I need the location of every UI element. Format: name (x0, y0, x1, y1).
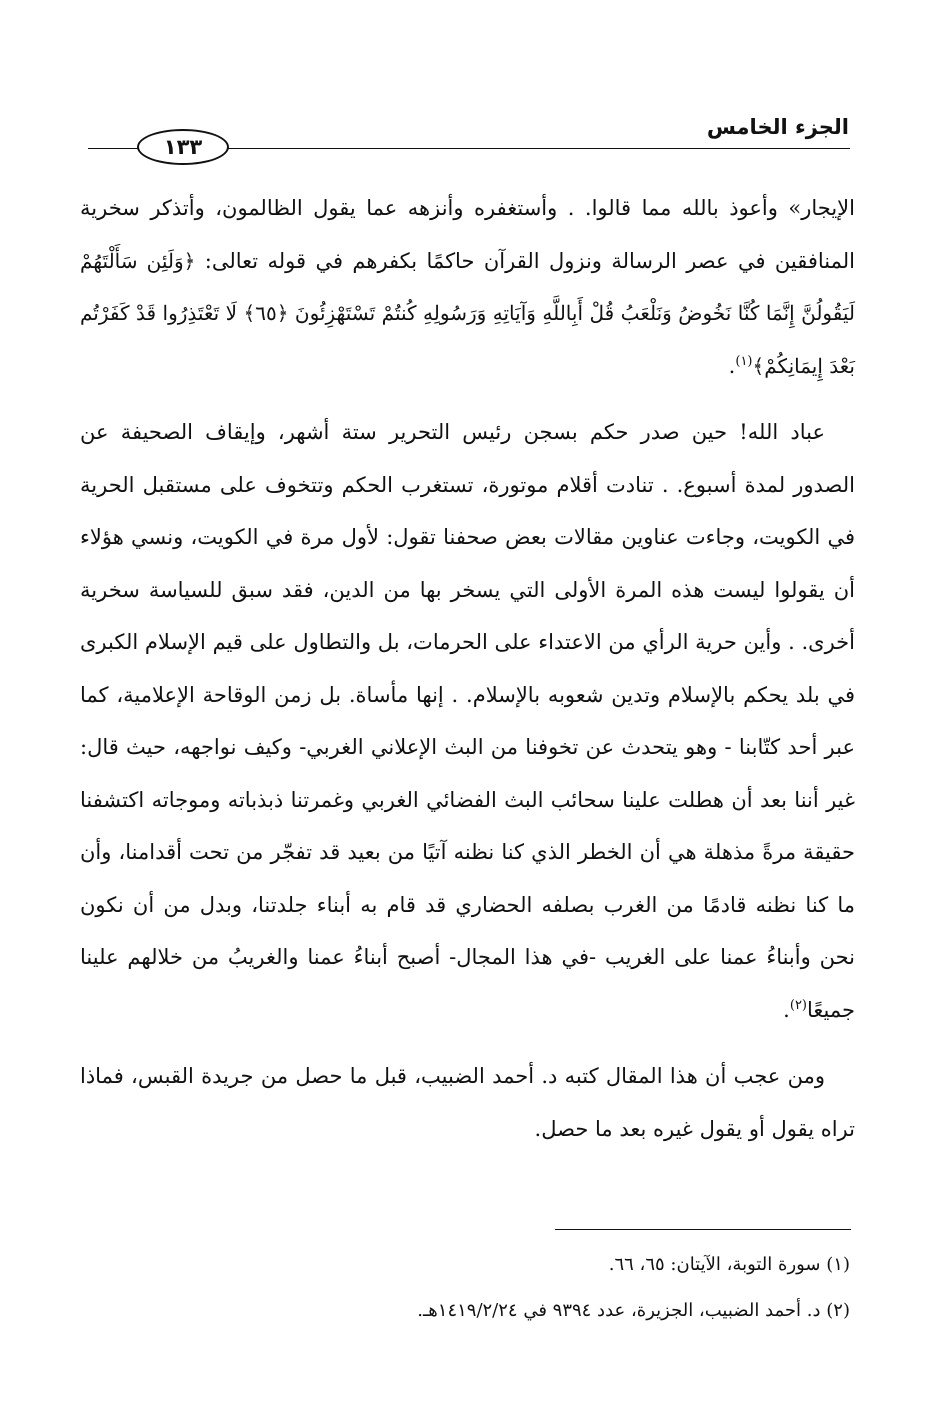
footnote-1-text: سورة التوبة، الآيتان: ٦٥، ٦٦. (608, 1254, 821, 1275)
footnote-1 (80, 1242, 850, 1288)
paragraph-2 (80, 406, 855, 1036)
footnote-rule (555, 1229, 851, 1230)
page-number: ١٣٣ (137, 129, 229, 165)
footnote-ref-2: (٢) (789, 997, 807, 1013)
paragraph-1-text: الإيجار» وأعوذ بالله مما قالوا. . وأستغفره وأنزهه عما يقول الظالمون، وأتذكر سخرية المنافقين في عصر الرسالة ونزول القرآن حاكمًا بكفرهم في قوله تعالى: (80, 196, 855, 273)
footnote-2-text: د. أحمد الضبيب، الجزيرة، عدد ٩٣٩٤ في ١٤١٩/٢/٢٤هـ. (417, 1300, 821, 1321)
paragraph-3: ومن عجب أن هذا المقال كتبه د. أحمد الضبيب، قبل ما حصل من جريدة القبس، فماذا تراه يقول أو يقول غيره بعد ما حصل. (80, 1064, 855, 1141)
paragraph-2-text: عباد الله! حين صدر حكم بسجن رئيس التحرير ستة أشهر، وإيقاف الصحيفة عن الصدور لمدة أسبوع. . تنادت أقلام موتورة، تستغرب الحكم وتتخوف على مستقبل الحرية في الكويت، وجاءت عناوين مقالات بعض صحفنا تقول: لأول مرة في الكويت، ونسي هؤلاء أن يقولوا ليست هذه المرة الأولى التي يسخر بها من الدين، فقد سبق للسياسة سخرية أخرى. . وأين حرية الرأي من الاعتداء على الحرمات، بل والتطاول على قيم الإسلام الكبرى في بلد يحكم بالإسلام وتدين شعوبه بالإسلام. . إنها مأساة. بل زمن الوقاحة الإعلامية، كما عبر أحد كتّابنا - وهو يتحدث عن تخوفنا من البث الإعلاني الغربي- وكيف نواجهه، حيث قال: غير أننا بعد أن هطلت علينا سحائب البث الفضائي الغربي وغمرتنا ذبذباته وموجاته اكتشفنا حقيقة مرةً مذهلة هي أن الخطر الذي كنا نظنه آتيًا من بعيد قد تفجّر من تحت أقدامنا، وأن ما كنا نظنه قادمًا من الغرب بصلفه الحضاري قد قام به أبناء جلدتنا، وبدل من أن نكون نحن وأبناءُ عمنا على الغريب -في هذا المجال- أصبح أبناءُ عمنا والغريبُ من خلالهم علينا جميعًا (80, 420, 855, 1022)
footnotes (80, 1242, 850, 1334)
paragraph-2-end: . (783, 997, 790, 1022)
paragraph-1 (80, 182, 855, 392)
quran-verse: ﴿وَلَئِن سَأَلْتَهُمْ لَيَقُولُنَّ إِنَّمَا كُنَّا نَخُوضُ وَنَلْعَبُ قُلْ أَبِاللَّهِ وَآيَاتِهِ وَرَسُولِهِ كُنتُمْ تَسْتَهْزِئُونَ ﴿٦٥﴾ لَا تَعْتَذِرُوا قَدْ كَفَرْتُم بَعْدَ إِيمَانِكُمْ﴾ (80, 248, 856, 378)
footnote-2-marker: (٢) (826, 1300, 850, 1321)
body-text (80, 182, 855, 1155)
paragraph-1-end: . (728, 353, 736, 378)
footnote-ref-1: (١) (735, 353, 753, 369)
footnote-1-marker: (١) (826, 1254, 850, 1275)
running-head: الجزء الخامس (706, 115, 849, 139)
footnote-2 (80, 1288, 850, 1334)
